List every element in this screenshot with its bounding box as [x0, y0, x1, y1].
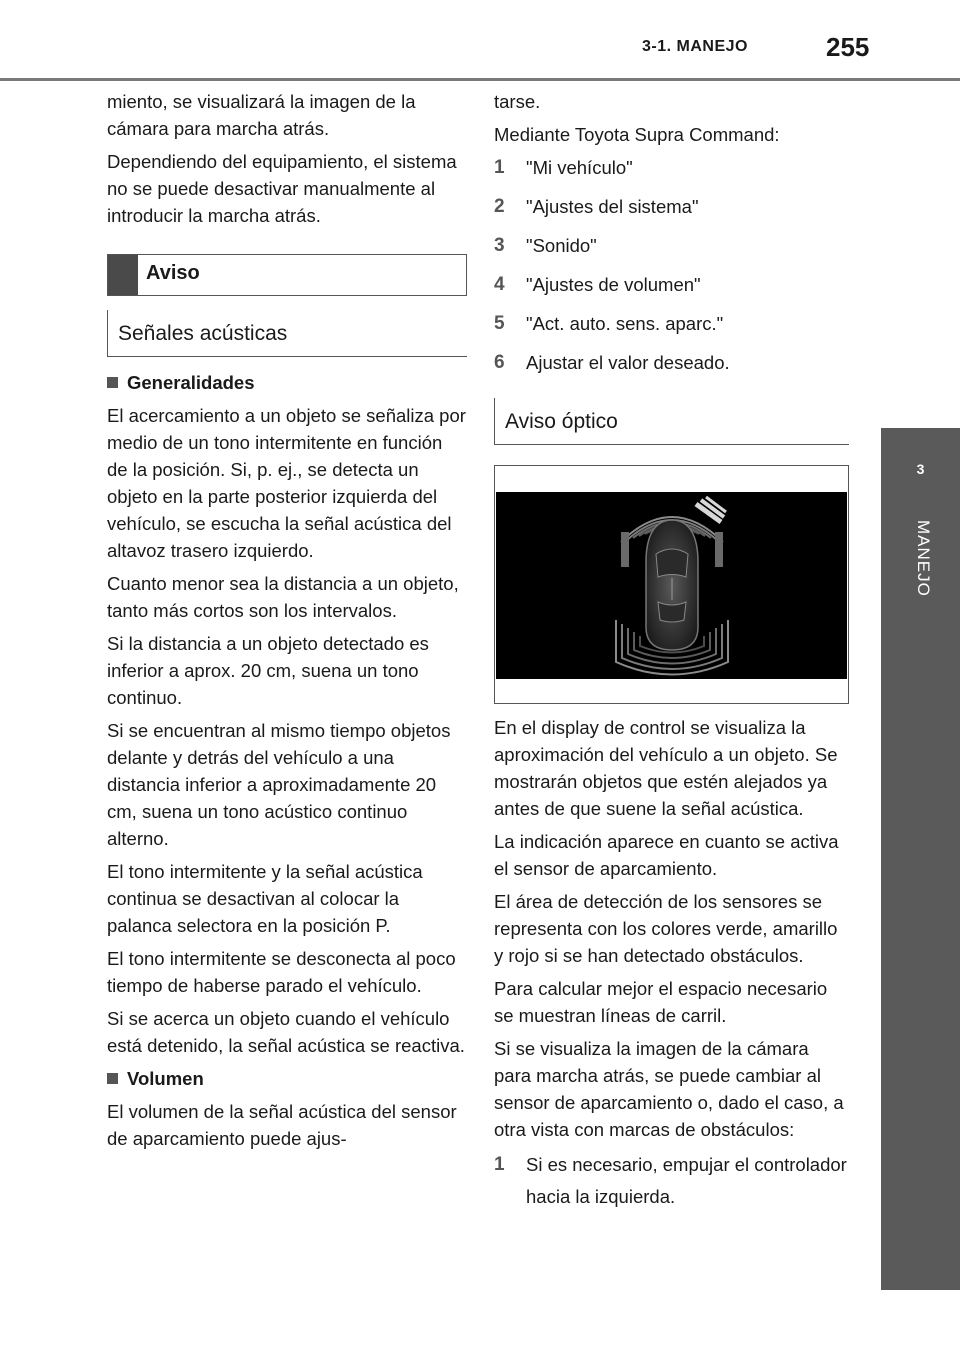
- step-number: 5: [494, 313, 505, 334]
- step-number: 6: [494, 352, 505, 373]
- display-screen: [496, 492, 847, 679]
- step-number: 1: [494, 157, 505, 178]
- step-number: 4: [494, 274, 505, 295]
- step-item: [494, 271, 849, 298]
- step-text: Ajustar el valor deseado.: [526, 352, 730, 373]
- car-top-view-illustration: [496, 492, 847, 679]
- subheading-text: Aviso óptico: [505, 410, 618, 433]
- chapter-tab-label: MANEJO: [914, 520, 933, 597]
- subheading-senales: [107, 310, 467, 357]
- paragraph: tarse.: [494, 91, 541, 112]
- step-text: "Mi vehículo": [526, 157, 633, 178]
- bullet-heading-volumen: Volumen: [107, 1065, 467, 1092]
- step-item: [494, 349, 849, 376]
- header-rule: [0, 78, 960, 81]
- paragraph: Si se encuentran al mismo tiempo objetos delante y detrás del vehículo a una distancia inferior a aproximadamente 20 cm, suena un tono acústico continuo alterno.: [107, 720, 451, 849]
- paragraph: El tono intermitente se desconecta al poco tiempo de haberse parado el vehículo.: [107, 948, 456, 996]
- chapter-tab-number: 3: [881, 428, 960, 510]
- step-item: [494, 1149, 849, 1213]
- step-text: "Ajustes de volumen": [526, 274, 701, 295]
- paragraph: El acercamiento a un objeto se señaliza por medio de un tono intermitente en función de la posición. Si, p. ej., se detecta un objeto en la parte posterior izquierda del vehículo, se escucha la señal acústica del altavoz trasero izquierdo.: [107, 405, 466, 561]
- subheading-optico: [494, 398, 849, 445]
- notice-label: Aviso: [146, 262, 200, 284]
- step-text: "Sonido": [526, 235, 597, 256]
- step-text: Si es necesario, empujar el controlador hacia la izquierda.: [526, 1154, 847, 1207]
- section-title: 3-1. MANEJO: [642, 38, 748, 55]
- step-number: 2: [494, 196, 505, 217]
- paragraph: En el display de control se visualiza la aproximación del vehículo a un objeto. Se mostrarán objetos que estén alejados ya antes de que suene la señal acústica.: [494, 717, 838, 819]
- parking-sensor-display-figure: [494, 465, 849, 704]
- paragraph: Si se acerca un objeto cuando el vehículo está detenido, la señal acústica se reactiva.: [107, 1008, 465, 1056]
- page-number: 255: [826, 32, 870, 62]
- paragraph: Si se visualiza la imagen de la cámara para marcha atrás, se puede cambiar al sensor de aparcamiento o, dado el caso, a otra vista con marcas de obstáculos:: [494, 1038, 844, 1140]
- paragraph: Mediante Toyota Supra Command:: [494, 124, 780, 145]
- paragraph: El tono intermitente y la señal acústica continua se desactivan al colocar la palanca selectora en la posición P.: [107, 861, 423, 936]
- left-column: [107, 88, 467, 1158]
- paragraph: Si la distancia a un objeto detectado es inferior a aprox. 20 cm, suena un tono continuo.: [107, 633, 429, 708]
- subheading-text: Señales acústicas: [118, 322, 288, 345]
- notice-bar: [108, 255, 138, 295]
- step-item: [494, 310, 849, 337]
- step-text: "Ajustes del sistema": [526, 196, 699, 217]
- notice-box: [107, 254, 467, 296]
- step-number: 1: [494, 1154, 505, 1175]
- step-number: 3: [494, 235, 505, 256]
- paragraph: La indicación aparece en cuanto se activa el sensor de aparcamiento.: [494, 831, 839, 879]
- step-item: [494, 193, 849, 220]
- paragraph: miento, se visualizará la imagen de la cámara para marcha atrás.: [107, 91, 416, 139]
- step-item: [494, 154, 849, 181]
- paragraph: El área de detección de los sensores se representa con los colores verde, amarillo y rojo si se han detectado obstáculos.: [494, 891, 838, 966]
- car-icon: [646, 520, 698, 650]
- paragraph: Dependiendo del equipamiento, el sistema no se puede desactivar manualmente al introducir la marcha atrás.: [107, 151, 457, 226]
- paragraph: El volumen de la señal acústica del sensor de aparcamiento puede ajus-: [107, 1101, 457, 1149]
- paragraph: Cuanto menor sea la distancia a un objeto, tanto más cortos son los intervalos.: [107, 573, 459, 621]
- step-item: [494, 232, 849, 259]
- paragraph: Para calcular mejor el espacio necesario se muestran líneas de carril.: [494, 978, 828, 1026]
- bullet-heading-generalidades: Generalidades: [107, 369, 467, 396]
- step-text: "Act. auto. sens. aparc.": [526, 313, 724, 334]
- right-column: [494, 88, 849, 1225]
